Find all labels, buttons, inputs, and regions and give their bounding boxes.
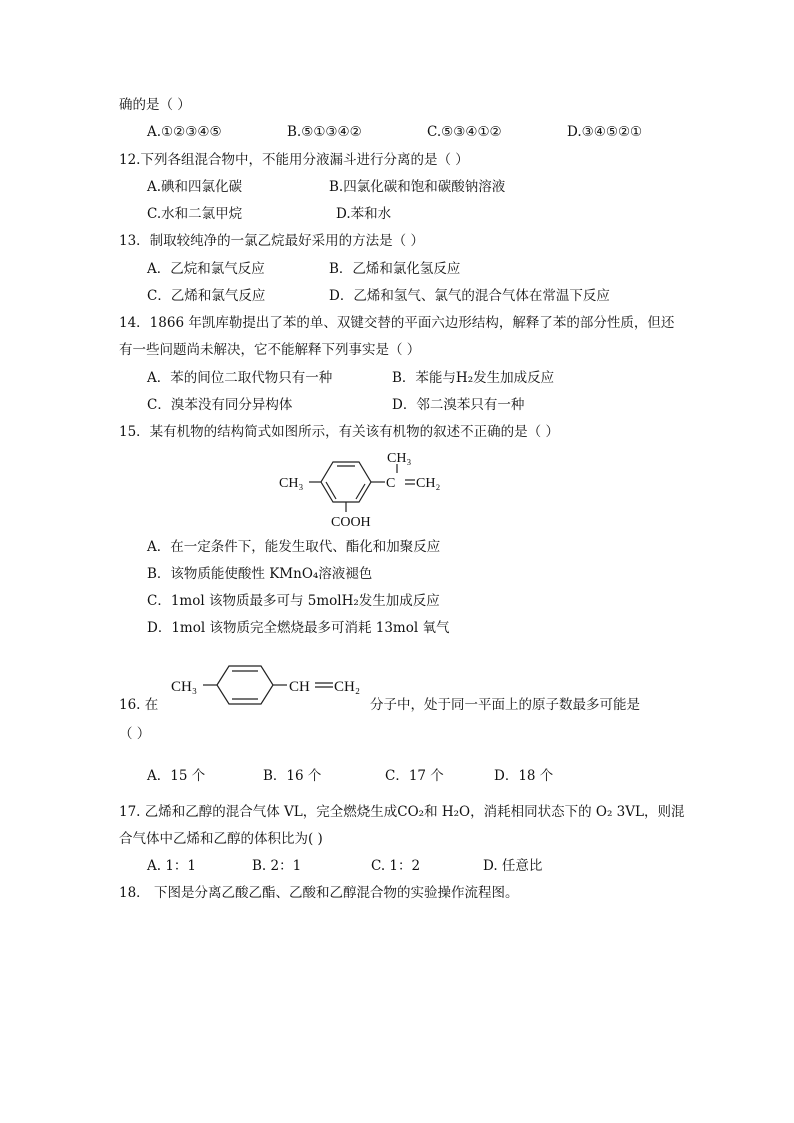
q15-label-ch2: CH₂ <box>416 476 441 491</box>
q14-option-c: C．溴苯没有同分异构体 <box>147 397 293 413</box>
q15-label-c: C <box>386 476 396 491</box>
q16-option-c: C．17 个 <box>385 768 444 784</box>
q17-option-a: A. 1：1 <box>147 858 197 874</box>
q11-option-b: B.⑤①③④② <box>287 124 362 140</box>
q15-option-a: A．在一定条件下，能发生取代、酯化和加聚反应 <box>147 539 441 555</box>
q16-bracket: （ ） <box>119 726 151 742</box>
q15-stem: 15．某有机物的结构简式如图所示，有关该有机物的叙述不正确的是（ ） <box>119 424 559 440</box>
q16-option-b: B．16 个 <box>263 768 322 784</box>
q14-option-b: B．苯能与H₂发生加成反应 <box>392 370 555 386</box>
q12-option-c: C.水和二氯甲烷 <box>147 206 243 222</box>
q14-stem-line2: 有一些问题尚未解决，它不能解释下列事实是（ ） <box>119 342 421 358</box>
q12-option-b: B.四氯化碳和饱和碳酸钠溶液 <box>329 179 506 195</box>
q13-option-b: B．乙烯和氯化氢反应 <box>329 261 461 277</box>
q14-stem-line1: 14．1866 年凯库勒提出了苯的单、双键交替的平面六边形结构，解释了苯的部分性质，但还 <box>119 315 675 331</box>
q14-option-d: D．邻二溴苯只有一种 <box>392 397 525 413</box>
q15-option-b: B．该物质能使酸性 KMnO₄溶液褪色 <box>147 566 373 582</box>
q11-option-d: D.③④⑤②① <box>567 124 643 140</box>
q16-label-ch2: CH₂ <box>334 679 361 695</box>
q16-label-ch3: CH₃ <box>171 679 198 695</box>
q13-option-c: C．乙烯和氯气反应 <box>147 288 266 304</box>
q12-option-d: D.苯和水 <box>336 206 392 222</box>
q16-option-d: D．18 个 <box>494 768 554 784</box>
q16-option-a: A．15 个 <box>147 768 206 784</box>
q17-option-c: C. 1：2 <box>371 858 421 874</box>
q12-option-a: A.碘和四氯化碳 <box>147 179 243 195</box>
q18-stem: 18． 下图是分离乙酸乙酯、乙酸和乙醇混合物的实验操作流程图。 <box>119 885 519 901</box>
q12-stem: 12.下列各组混合物中，不能用分液漏斗进行分离的是（ ） <box>119 152 469 168</box>
q13-stem: 13．制取较纯净的一氯乙烷最好采用的方法是（ ） <box>119 233 424 249</box>
q16-suffix: 分子中，处于同一平面上的原子数最多可能是 <box>370 697 640 713</box>
q17-stem-line1: 17. 乙烯和乙醇的混合气体 VL，完全燃烧生成CO₂和 H₂O，消耗相同状态下的 O₂ 3VL，则混 <box>119 804 685 820</box>
q15-option-d: D．1mol 该物质完全燃烧最多可消耗 13mol 氧气 <box>147 620 450 636</box>
q11-stem-tail: 确的是（ ） <box>119 97 191 113</box>
q16-prefix: 16. 在 <box>119 697 159 713</box>
q15-option-c: C．1mol 该物质最多可与 5molH₂发生加成反应 <box>147 593 440 609</box>
q17-stem-line2: 合气体中乙烯和乙醇的体积比为( ) <box>119 831 323 847</box>
q11-option-a: A.①②③④⑤ <box>147 124 222 140</box>
q15-label-ch3-left: CH₃ <box>279 476 304 491</box>
q15-label-ch3-top: CH₃ <box>387 451 412 466</box>
q11-option-c: C.⑤③④①② <box>427 124 502 140</box>
q13-option-d: D．乙烯和氢气、氯气的混合气体在常温下反应 <box>329 288 610 304</box>
q17-option-b: B. 2：1 <box>252 858 302 874</box>
q14-option-a: A．苯的间位二取代物只有一种 <box>147 370 333 386</box>
q17-option-d: D. 任意比 <box>483 858 543 874</box>
q15-structure-diagram <box>275 446 455 534</box>
q13-option-a: A．乙烷和氯气反应 <box>147 261 265 277</box>
q16-label-ch: CH <box>289 679 310 695</box>
q16-structure-diagram <box>165 660 370 710</box>
q15-label-cooh: COOH <box>331 515 371 530</box>
